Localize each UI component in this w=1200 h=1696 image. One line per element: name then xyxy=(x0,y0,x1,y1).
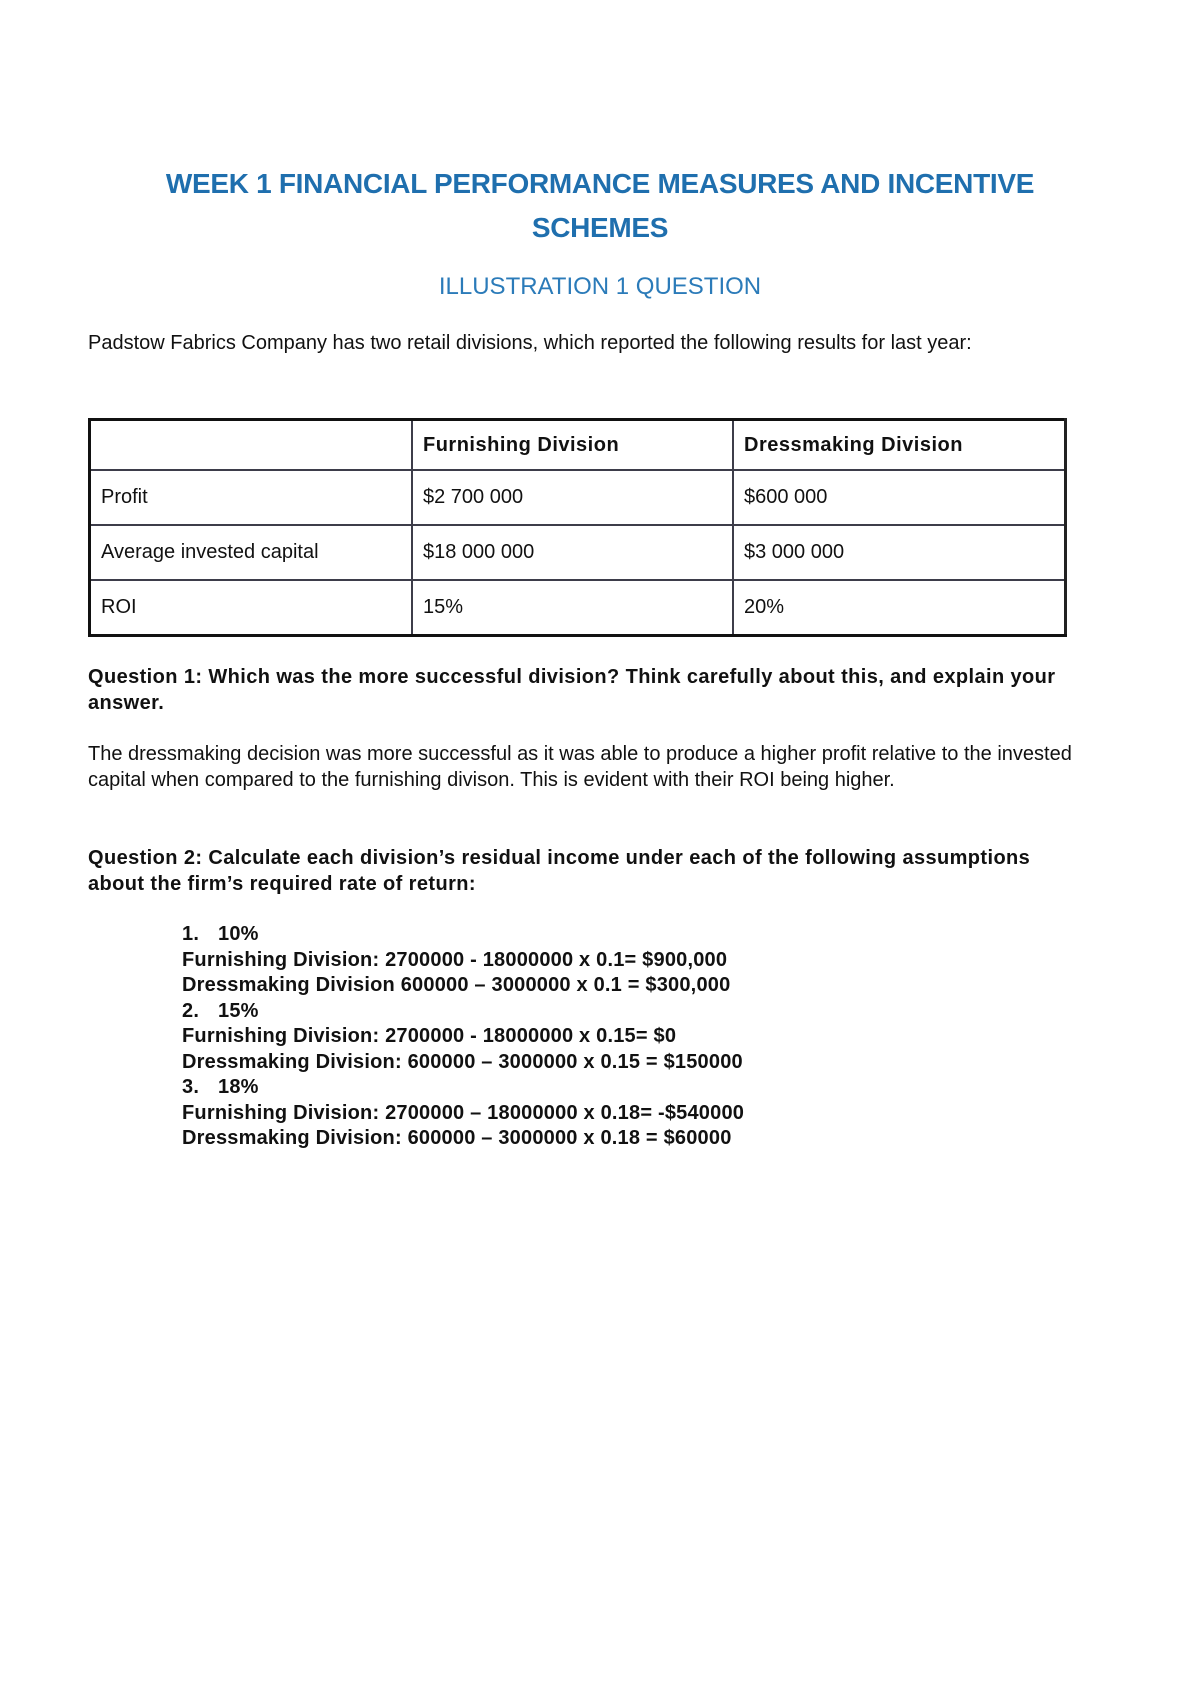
results-table xyxy=(88,418,1067,637)
list-item-number: 2. xyxy=(182,999,200,1022)
table-row xyxy=(90,470,1066,525)
table-row xyxy=(90,525,1066,580)
title-line-2: SCHEMES xyxy=(531,212,669,243)
table-cell: $600 000 xyxy=(733,470,1066,525)
table-cell: Profit xyxy=(90,470,413,525)
dressmaking-calculation: Dressmaking Division 600000 – 3000000 x 0.1 = $300,000 xyxy=(182,974,731,996)
table-row xyxy=(90,580,1066,636)
question-2: Question 2: Calculate each division’s residual income under each of the following assumptions about the firm’s required rate of return: xyxy=(88,847,1031,895)
dressmaking-calculation: Dressmaking Division: 600000 – 3000000 x 0.18 = $60000 xyxy=(182,1127,732,1149)
list-item xyxy=(182,999,1082,1025)
furnishing-calculation: Furnishing Division: 2700000 - 18000000 x 0.1= $900,000 xyxy=(182,948,728,971)
table-header-cell: Furnishing Division xyxy=(412,420,733,471)
rate-label: 18% xyxy=(218,1076,259,1098)
table-cell: Average invested capital xyxy=(90,525,413,580)
list-item-number: 3. xyxy=(182,1076,200,1098)
question-1: Question 1: Which was the more successful division? Think carefully about this, and explain your answer. xyxy=(88,666,1056,714)
table-cell: ROI xyxy=(90,580,413,636)
list-item xyxy=(182,1075,1082,1101)
table-header-row xyxy=(90,420,1066,471)
title-line-1: WEEK 1 FINANCIAL PERFORMANCE MEASURES AND INCENTIVE xyxy=(165,168,1035,199)
table-cell: $18 000 000 xyxy=(412,525,733,580)
rate-label: 15% xyxy=(218,999,259,1022)
table-cell: $2 700 000 xyxy=(412,470,733,525)
furnishing-calculation: Furnishing Division: 2700000 – 18000000 x 0.18= -$540000 xyxy=(182,1101,745,1124)
list-item xyxy=(182,922,1082,948)
answer-1: The dressmaking decision was more successful as it was able to produce a higher profit relative to the invested capital when compared to the furnishing divison. This is evident with their ROI being higher. xyxy=(88,743,1072,791)
rate-label: 10% xyxy=(218,923,259,945)
document-subtitle: ILLUSTRATION 1 QUESTION xyxy=(438,273,762,300)
list-item-number: 1. xyxy=(182,923,200,945)
dressmaking-calculation: Dressmaking Division: 600000 – 3000000 x 0.15 = $150000 xyxy=(182,1050,743,1073)
table-header-cell xyxy=(90,420,413,471)
table-cell: $3 000 000 xyxy=(733,525,1066,580)
table-cell: 15% xyxy=(412,580,733,636)
table-cell: 20% xyxy=(733,580,1066,636)
table-header-cell: Dressmaking Division xyxy=(733,420,1066,471)
furnishing-calculation: Furnishing Division: 2700000 - 18000000 x 0.15= $0 xyxy=(182,1025,677,1047)
calculation-list xyxy=(182,922,1082,1152)
intro-paragraph: Padstow Fabrics Company has two retail divisions, which reported the following results for last year: xyxy=(88,332,972,354)
document-title xyxy=(90,162,1110,250)
